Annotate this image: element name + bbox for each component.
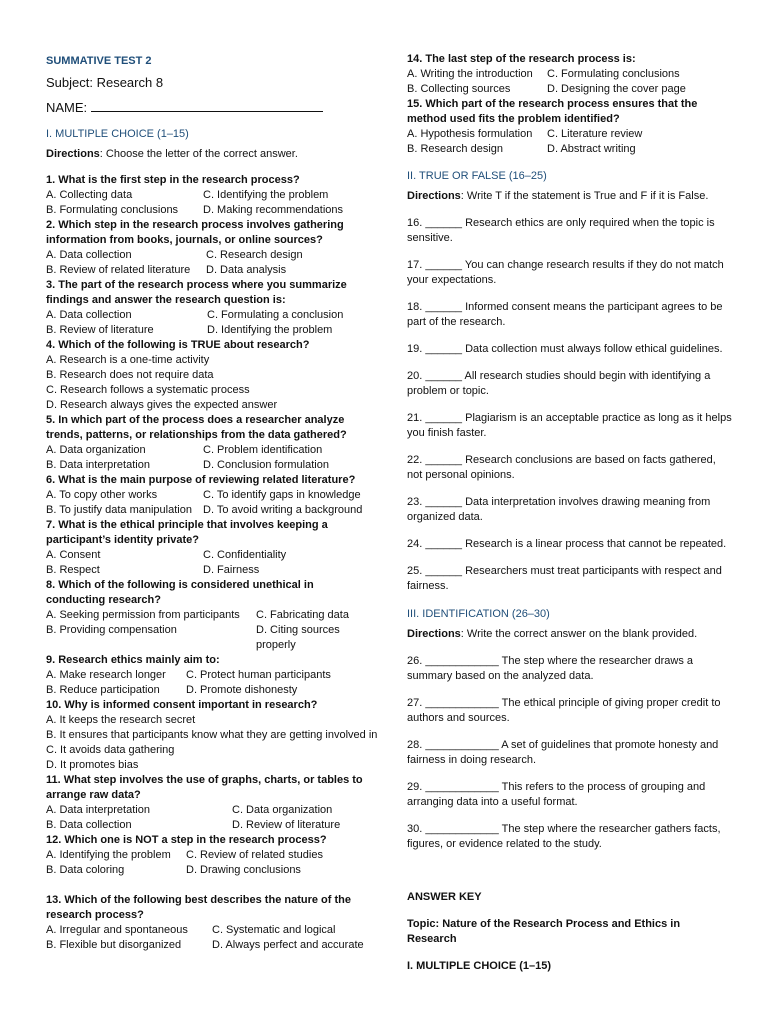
- mc-option: D. Promote dishonesty: [186, 684, 298, 696]
- mc-question: [46, 218, 368, 278]
- mc-option-row: [46, 488, 368, 503]
- mc-option-row: [46, 623, 368, 653]
- mc-question: [46, 698, 378, 773]
- mc-questions-right: [407, 52, 732, 157]
- tf-item: 20. ______ All research studies should begin with identifying a problem or topic.: [407, 370, 711, 397]
- mc-option-row: [46, 188, 368, 203]
- mc-option-row: [46, 743, 368, 758]
- mc-option: A. Data interpretation: [46, 804, 150, 816]
- mc-option: A. It keeps the research secret: [46, 714, 196, 726]
- mc-option-row: [46, 398, 368, 413]
- mc-option: C. It avoids data gathering: [46, 744, 175, 756]
- mc-option: D. Review of literature: [232, 819, 341, 831]
- mc-option: C. Problem identification: [203, 444, 323, 456]
- mc-option: C. Research follows a systematic process: [46, 384, 250, 396]
- identification-item: 28. ____________ A set of guidelines that promote honesty and fairness in doing research.: [407, 739, 719, 766]
- mc-question-stem: 11. What step involves the use of graphs, charts, or tables to arrange raw data?: [46, 774, 363, 801]
- mc-option: A. Writing the introduction: [407, 68, 533, 80]
- mc-question-stem: 7. What is the ethical principle that involves keeping a participant’s identity private?: [46, 519, 328, 546]
- mc-question: [46, 413, 368, 473]
- mc-option: B. Collecting sources: [407, 83, 511, 95]
- mc-option-row: [46, 383, 368, 398]
- tf-item: 17. ______ You can change research results if they do not match your expectations.: [407, 259, 724, 286]
- mc-question-stem: 1. What is the first step in the research process?: [46, 174, 300, 186]
- mc-option-row: [46, 308, 368, 323]
- mc-option: B. Research does not require data: [46, 369, 214, 381]
- tf-item: 16. ______ Research ethics are only required when the topic is sensitive.: [407, 217, 715, 244]
- mc-option-row: [46, 683, 368, 698]
- right-column: [407, 52, 732, 974]
- mc-option-row: [46, 353, 368, 368]
- answer-key-heading: ANSWER KEY: [407, 891, 482, 903]
- mc-question-stem: 13. Which of the following best describes the nature of the research process?: [46, 894, 351, 921]
- mc-option: D. Fairness: [203, 564, 260, 576]
- id-heading: III. IDENTIFICATION (26–30): [407, 608, 550, 620]
- mc-question: [46, 893, 368, 953]
- mc-question: [407, 97, 732, 157]
- mc-option-row: [46, 938, 368, 953]
- mc-question-stem: 14. The last step of the research process is:: [407, 53, 636, 65]
- subject-line: Subject: Research 8: [46, 75, 164, 90]
- mc-question-stem: 4. Which of the following is TRUE about research?: [46, 339, 310, 351]
- name-field: [46, 100, 368, 115]
- tf-item: 22. ______ Research conclusions are based on facts gathered, not personal opinions.: [407, 454, 716, 481]
- mc-question-stem: 3. The part of the research process where you summarize findings and answer the research question is:: [46, 279, 347, 306]
- identification-item: 30. ____________ The step where the researcher gathers facts, figures, or evidence related to the study.: [407, 823, 721, 850]
- id-directions: [407, 627, 732, 642]
- mc-question: [46, 173, 368, 218]
- mc-option-row: [407, 67, 732, 82]
- mc-question-stem: 6. What is the main purpose of reviewing related literature?: [46, 474, 356, 486]
- mc-option: C. Review of related studies: [186, 849, 323, 861]
- mc-option-row: [46, 818, 368, 833]
- mc-question: [46, 773, 368, 833]
- mc-option-row: [407, 142, 732, 157]
- mc-option: D. Abstract writing: [547, 143, 636, 155]
- mc-option: A. Data collection: [46, 309, 132, 321]
- name-blank: [91, 110, 323, 112]
- mc-option: D. It promotes bias: [46, 759, 139, 771]
- mc-option: A. Hypothesis formulation: [407, 128, 533, 140]
- mc-option: C. Confidentiality: [203, 549, 287, 561]
- mc-option: D. Data analysis: [206, 264, 287, 276]
- mc-option: A. Data organization: [46, 444, 146, 456]
- mc-question-stem: 2. Which step in the research process involves gathering information from books, journals, or online sources?: [46, 219, 344, 246]
- mc-option: D. To avoid writing a background: [203, 504, 363, 516]
- mc-option: D. Research always gives the expected answer: [46, 399, 278, 411]
- mc-question: [407, 52, 732, 97]
- mc-option: D. Identifying the problem: [207, 324, 333, 336]
- mc-question: [46, 338, 368, 413]
- mc-option: B. Providing compensation: [46, 624, 177, 636]
- mc-question-stem: 15. Which part of the research process ensures that the method used fits the problem identified?: [407, 98, 698, 125]
- mc-option: D. Designing the cover page: [547, 83, 686, 95]
- mc-question: [46, 473, 368, 518]
- mc-option: C. Systematic and logical: [212, 924, 336, 936]
- mc-option: D. Conclusion formulation: [203, 459, 329, 471]
- mc-option-row: [46, 503, 368, 518]
- tf-list: [407, 216, 732, 594]
- mc-option-row: [46, 728, 378, 743]
- mc-option: A. Consent: [46, 549, 101, 561]
- mc-option-row: [46, 668, 368, 683]
- mc-option-row: [46, 848, 368, 863]
- mc-option-row: [46, 323, 368, 338]
- mc-heading: I. MULTIPLE CHOICE (1–15): [46, 128, 189, 140]
- mc-directions-text: : Choose the letter of the correct answer.: [99, 148, 298, 160]
- mc-option: B. Review of related literature: [46, 264, 191, 276]
- tf-heading: II. TRUE OR FALSE (16–25): [407, 170, 547, 182]
- tf-directions: [407, 189, 732, 204]
- left-column: [46, 52, 378, 953]
- mc-option-row: [46, 803, 368, 818]
- name-label: NAME:: [46, 100, 88, 115]
- mc-option-row: [46, 923, 368, 938]
- mc-option: B. Data collection: [46, 819, 132, 831]
- mc-option-row: [46, 548, 368, 563]
- mc-question: [46, 278, 368, 338]
- tf-item: 21. ______ Plagiarism is an acceptable practice as long as it helps you finish faster.: [407, 412, 732, 439]
- mc-option: B. Flexible but disorganized: [46, 939, 182, 951]
- mc-option: C. Data organization: [232, 804, 333, 816]
- mc-option: B. Review of literature: [46, 324, 154, 336]
- tf-item: 24. ______ Research is a linear process that cannot be repeated.: [407, 538, 727, 550]
- mc-option: C. Identifying the problem: [203, 189, 329, 201]
- mc-option: C. To identify gaps in knowledge: [203, 489, 361, 501]
- mc-question-stem: 10. Why is informed consent important in research?: [46, 699, 318, 711]
- tf-directions-text: : Write T if the statement is True and F if it is False.: [460, 190, 709, 202]
- mc-option-row: [46, 263, 368, 278]
- mc-option: A. Collecting data: [46, 189, 133, 201]
- mc-option: C. Literature review: [547, 128, 643, 140]
- mc-option-row: [46, 203, 368, 218]
- mc-questions-left: [46, 173, 378, 953]
- mc-option: D. Citing sources properly: [256, 624, 340, 651]
- mc-question-stem: 5. In which part of the process does a researcher analyze trends, patterns, or relationships from the data gathered?: [46, 414, 347, 441]
- mc-option: D. Always perfect and accurate: [212, 939, 364, 951]
- mc-option-row: [46, 758, 368, 773]
- mc-option: A. Identifying the problem: [46, 849, 171, 861]
- mc-option: A. Seeking permission from participants: [46, 609, 240, 621]
- id-directions-label: Directions: [407, 628, 461, 640]
- mc-option: B. To justify data manipulation: [46, 504, 192, 516]
- identification-item: 27. ____________ The ethical principle of giving proper credit to authors and sources.: [407, 697, 721, 724]
- mc-question-stem: 12. Which one is NOT a step in the research process?: [46, 834, 327, 846]
- mc-question: [46, 518, 368, 578]
- mc-option-row: [46, 608, 368, 623]
- mc-option-row: [46, 863, 368, 878]
- mc-option: D. Making recommendations: [203, 204, 344, 216]
- mc-option: C. Protect human participants: [186, 669, 331, 681]
- mc-option: B. Reduce participation: [46, 684, 160, 696]
- mc-directions-label: Directions: [46, 148, 100, 160]
- mc-option: A. Data collection: [46, 249, 132, 261]
- mc-option-row: [46, 563, 368, 578]
- mc-option: A. Irregular and spontaneous: [46, 924, 188, 936]
- tf-item: 18. ______ Informed consent means the participant agrees to be part of the research.: [407, 301, 723, 328]
- mc-option: C. Fabricating data: [256, 609, 349, 621]
- mc-option: B. Data coloring: [46, 864, 125, 876]
- mc-option-row: [46, 443, 368, 458]
- mc-option: B. Data interpretation: [46, 459, 150, 471]
- mc-option: A. Research is a one-time activity: [46, 354, 210, 366]
- tf-item: 25. ______ Researchers must treat participants with respect and fairness.: [407, 565, 722, 592]
- mc-option-row: [46, 458, 368, 473]
- answer-key-section: I. MULTIPLE CHOICE (1–15): [407, 960, 552, 972]
- test-title: SUMMATIVE TEST 2: [46, 55, 152, 67]
- mc-question-stem: 8. Which of the following is considered unethical in conducting research?: [46, 579, 314, 606]
- mc-option-row: [46, 368, 368, 383]
- identification-item: 29. ____________ This refers to the process of grouping and arranging data into a useful format.: [407, 781, 706, 808]
- answer-key-topic: Topic: Nature of the Research Process and Ethics in Research: [407, 918, 681, 945]
- mc-question-stem: 9. Research ethics mainly aim to:: [46, 654, 220, 666]
- mc-question: [46, 833, 368, 878]
- mc-question: [46, 578, 368, 653]
- mc-question: [46, 653, 368, 698]
- mc-option: C. Formulating conclusions: [547, 68, 680, 80]
- id-list: [407, 654, 732, 852]
- mc-option: A. Make research longer: [46, 669, 166, 681]
- tf-directions-label: Directions: [407, 190, 461, 202]
- tf-item: 23. ______ Data interpretation involves drawing meaning from organized data.: [407, 496, 711, 523]
- mc-option: B. Research design: [407, 143, 503, 155]
- mc-option-row: [407, 82, 732, 97]
- id-directions-text: : Write the correct answer on the blank provided.: [460, 628, 698, 640]
- identification-item: 26. ____________ The step where the researcher draws a summary based on the analyzed data.: [407, 655, 693, 682]
- mc-option: B. It ensures that participants know what they are getting involved in: [46, 729, 378, 741]
- tf-item: 19. ______ Data collection must always follow ethical guidelines.: [407, 343, 723, 355]
- mc-option: A. To copy other works: [46, 489, 158, 501]
- mc-option-row: [407, 127, 732, 142]
- mc-option: B. Formulating conclusions: [46, 204, 179, 216]
- mc-option-row: [46, 713, 368, 728]
- mc-option: C. Formulating a conclusion: [207, 309, 344, 321]
- mc-option: C. Research design: [206, 249, 303, 261]
- mc-option: B. Respect: [46, 564, 100, 576]
- mc-option: D. Drawing conclusions: [186, 864, 301, 876]
- mc-directions: [46, 147, 368, 162]
- mc-option-row: [46, 248, 368, 263]
